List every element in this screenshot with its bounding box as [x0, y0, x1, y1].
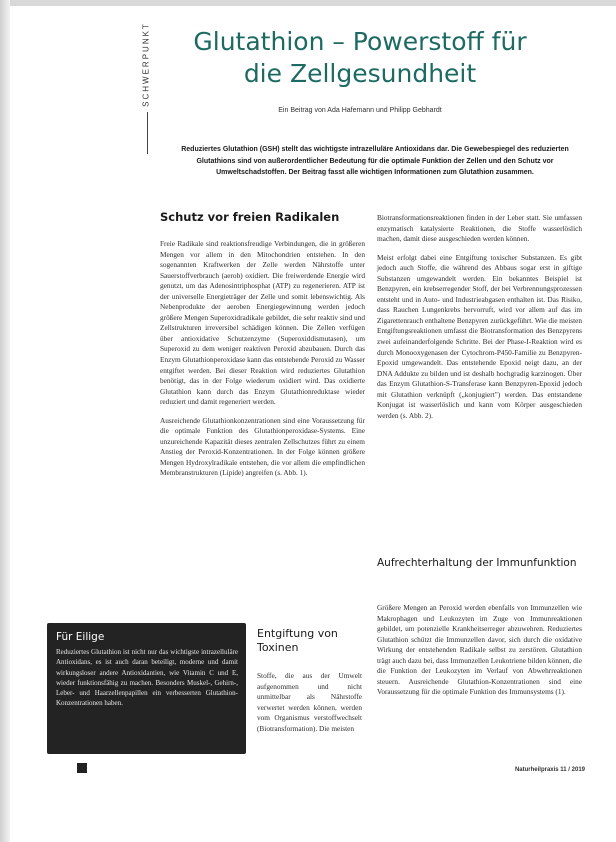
- scan-edge-left: [0, 0, 10, 842]
- paragraph: Stoffe, die aus der Umwelt aufgenommen und nicht unmittelbar als Nährstoffe verwertet werden können, werden vom Organismus verstoffwechselt (Biotransformation). Die meisten: [257, 671, 362, 733]
- heading-schutz-vor-radikalen: Schutz vor freien Radikalen: [160, 210, 340, 224]
- column-4: [377, 603, 582, 706]
- byline: Ein Beitrag von Ada Hafemann und Philipp Gebhardt: [278, 107, 442, 114]
- column-1: [160, 239, 365, 487]
- page-number-box: [77, 763, 87, 773]
- heading-entgiftung: Entgiftung von Toxinen: [257, 627, 338, 654]
- section-divider: [147, 112, 148, 154]
- scan-edge-top: [0, 0, 616, 6]
- page-title: [170, 26, 550, 90]
- column-3: [257, 671, 362, 742]
- title-line-1: Glutathion – Powerstoff für: [193, 27, 527, 56]
- paragraph: Freie Radikale sind reaktionsfreudige Verbindungen, die in größeren Mengen vor allem in den Mitochondrien entstehen. In den sogenannten Kraftwerken der Zelle werden Nährstoffe unter Sauerstoffverbrauch (aerob) oxidiert. Die freiwerdende Energie wird genutzt, um das Adenosintriphosphat (ATP) zu regenerieren. ATP ist der universelle Energieträger der Zelle und somit lebenswichtig. Als Nebenprodukte der aeroben Energiegewinnung werden jedoch größere Mengen Superoxidradikale gebildet, die sehr reaktiv sind und Zellstrukturen irreversibel schädigen können. Die Zellen verfügen über antioxidative Schutzenzyme (Superoxiddismutasen), um Superoxid zu dem weniger reaktiven Peroxid abzubauen. Durch das Enzym Glutathionperoxidase kann das entstehende Peroxid zu Wasser entgiftet werden. Bei dieser Reaktion wird reduziertes Glutathion benötigt, das in der Folge wiederum oxidiert wird. Das oxidierte Glutathion kann durch das Enzym Glutathionreduktase wieder reduziert und damit regeneriert werden.: [160, 239, 365, 407]
- sidebar-heading: Für Eilige: [56, 631, 105, 643]
- heading-immunfunktion: Aufrechterhaltung der Immunfunktion: [377, 557, 577, 569]
- lead-paragraph: Reduziertes Glutathion (GSH) stellt das wichtigste intrazelluläre Antioxidans dar. Die Gewebespiegel des reduzierten Glutathions sind von außerordentlicher Bedeutung für die optimale Funktion der Zellen und den Schutz vor Umweltschadstoffen. Der Beitrag fasst alle wichtigen Informationen zum Glutathion zusammen.: [181, 146, 569, 176]
- title-line-2: die Zellgesundheit: [243, 59, 477, 88]
- footer-journal-issue: Naturheilpraxis 11 / 2019: [514, 767, 585, 773]
- paragraph: Meist erfolgt dabei eine Entgiftung toxischer Substanzen. Es gibt jedoch auch Stoffe, die während des Abbaus sogar erst in giftige Substanzen umgewandelt werden. Ein bekanntes Beispiel ist Benzpyren, ein krebserregender Stoff, der bei Verbrennungsprozessen entsteht und in Auto- und Industrieabgasen enthalten ist. Das Risiko, dass Rauchen Lungenkrebs hervorruft, wird vor allem auf das im Zigarettenrauch enthaltene Benzpyren zurückgeführt. Wie die meisten Entgiftungsreaktionen umfasst die Biotransformation des Benzpyrens zwei aufeinanderfolgende Schritte. Bei der Phase-I-Reaktion wird es durch Monooxygenasen der Cytochrom-P450-Familie zu Benzpyren-Epoxid umgewandelt. Das entstehende Epoxid neigt dazu, an der DNA Addukte zu bilden und ist deshalb hochgradig karzinogen. Über das Enzym Glutathion-S-Transferase kann Benzpyren-Epoxid jedoch mit Glutathion verknüpft („konjugiert") werden. Das entstandene Konjugat ist wasserlöslich und kann vom Körper ausgeschieden werden (s. Abb. 2).: [377, 252, 582, 420]
- column-2: [377, 213, 582, 429]
- paragraph: Ausreichende Glutathionkonzentrationen sind eine Voraussetzung für die optimale Funktion des Glutathionperoxidase-Systems. Eine unzureichende Kapazität dieses zentralen Zellschutzes führt zu einem Anstieg der Peroxid-Konzentrationen. In der Folge können größere Mengen Hydroxylradikale entstehen, die vor allem die empfindlichen Membranstrukturen (Lipide) angreifen (s. Abb. 1).: [160, 415, 365, 478]
- section-label: SCHWERPUNKT: [141, 22, 151, 107]
- paragraph: Größere Mengen an Peroxid werden ebenfalls von Immunzellen wie Makrophagen und Leukozyten im Zuge von Immunreaktionen gebildet, um potenzielle Krankheitserreger abzuwehren. Reduziertes Glutathion schützt die Immunzellen davor, sich durch die oxidative Wirkung der entstehenden Radikale selbst zu zerstören. Glutathion trägt auch dazu bei, dass Immunzellen Leukotriene bilden können, die die Funktion der Leukozyten im Verlauf von Abwehrreaktionen steuern. Ausreichende Glutathion-Konzentrationen sind eine Voraussetzung für die optimale Funktion des Immunsystems (1).: [377, 603, 582, 697]
- sidebar-fuer-eilige: [47, 623, 246, 754]
- sidebar-text: Reduziertes Glutathion ist nicht nur das wichtigste intrazelluläre Antioxidans, es ist auch daran beteiligt, moderne und damit wirkungsloser andere Antioxidantien, wie Vitamin C und E, wieder funktionsfähig zu machen. Besonders Muskel-, Gehirn-, Leber- und Haarzellenpapillen ein verbesserten Glutathion-Konzentrationen haben.: [56, 648, 238, 708]
- paragraph: Biotransformationsreaktionen finden in der Leber statt. Sie umfassen enzymatisch katalysierte Reaktionen, die Stoffe wasserlöslich machen, damit diese ausgeschieden werden können.: [377, 213, 582, 244]
